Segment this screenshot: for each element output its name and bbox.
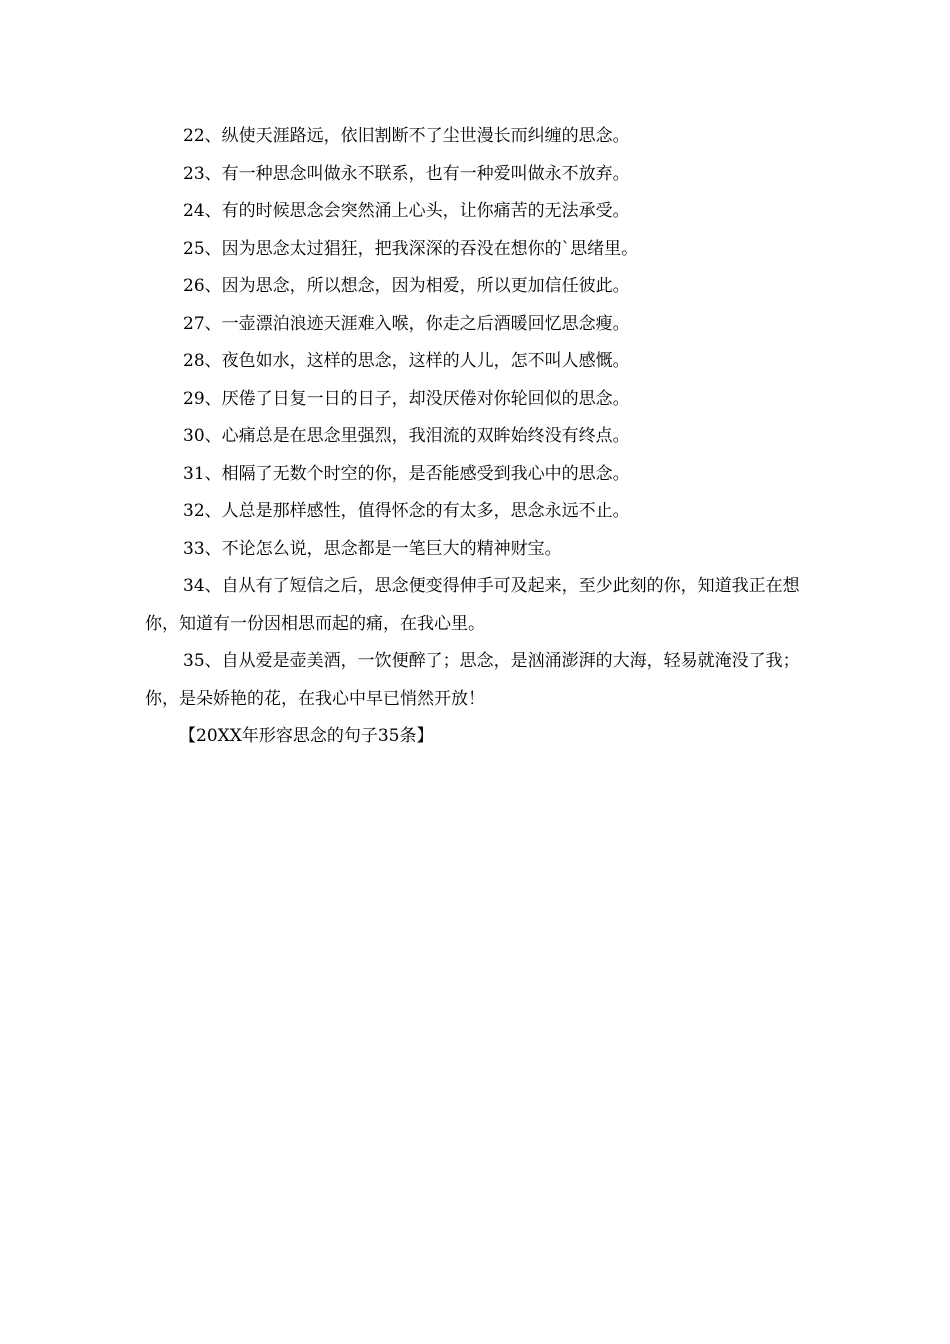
sentence-31: 31、相隔了无数个时空的你，是否能感受到我心中的思念。 bbox=[183, 463, 630, 484]
document-body bbox=[145, 118, 810, 756]
sentence-27: 27、一壶漂泊浪迹天涯难入喉，你走之后酒暖回忆思念瘦。 bbox=[183, 313, 630, 334]
sentence-24: 24、有的时候思念会突然涌上心头，让你痛苦的无法承受。 bbox=[183, 201, 630, 221]
paragraph-34: 34、自从有了短信之后，思念便变得伸手可及起来，至少此刻的你，知道我正在想你，知道有一份因相思而起的痛，在我心里。 bbox=[145, 576, 800, 634]
sentence-26: 26、因为思念，所以想念，因为相爱，所以更加信任彼此。 bbox=[183, 276, 630, 296]
sentence-29: 29、厌倦了日复一日的日子，却没厌倦对你轮回似的思念。 bbox=[183, 388, 630, 409]
footer-title: 【20XX年形容思念的句子35条】 bbox=[179, 726, 434, 746]
sentence-32: 32、人总是那样感性，值得怀念的有太多，思念永远不止。 bbox=[183, 501, 630, 521]
sentence-30: 30、心痛总是在思念里强烈，我泪流的双眸始终没有终点。 bbox=[183, 426, 630, 446]
sentence-28: 28、夜色如水，这样的思念，这样的人儿，怎不叫人感慨。 bbox=[183, 351, 630, 371]
sentence-22: 22、纵使天涯路远，依旧割断不了尘世漫长而纠缠的思念。 bbox=[183, 126, 630, 146]
paragraph-35: 35、自从爱是壶美酒，一饮便醉了；思念，是汹涌澎湃的大海，轻易就淹没了我；你，是朵娇艳的花，在我心中早已悄然开放！ bbox=[145, 651, 800, 709]
sentence-23: 23、有一种思念叫做永不联系，也有一种爱叫做永不放弃。 bbox=[183, 163, 630, 184]
sentence-25: 25、因为思念太过猖狂，把我深深的吞没在想你的`思绪里。 bbox=[183, 238, 639, 259]
sentence-33: 33、不论怎么说，思念都是一笔巨大的精神财宝。 bbox=[183, 538, 562, 559]
